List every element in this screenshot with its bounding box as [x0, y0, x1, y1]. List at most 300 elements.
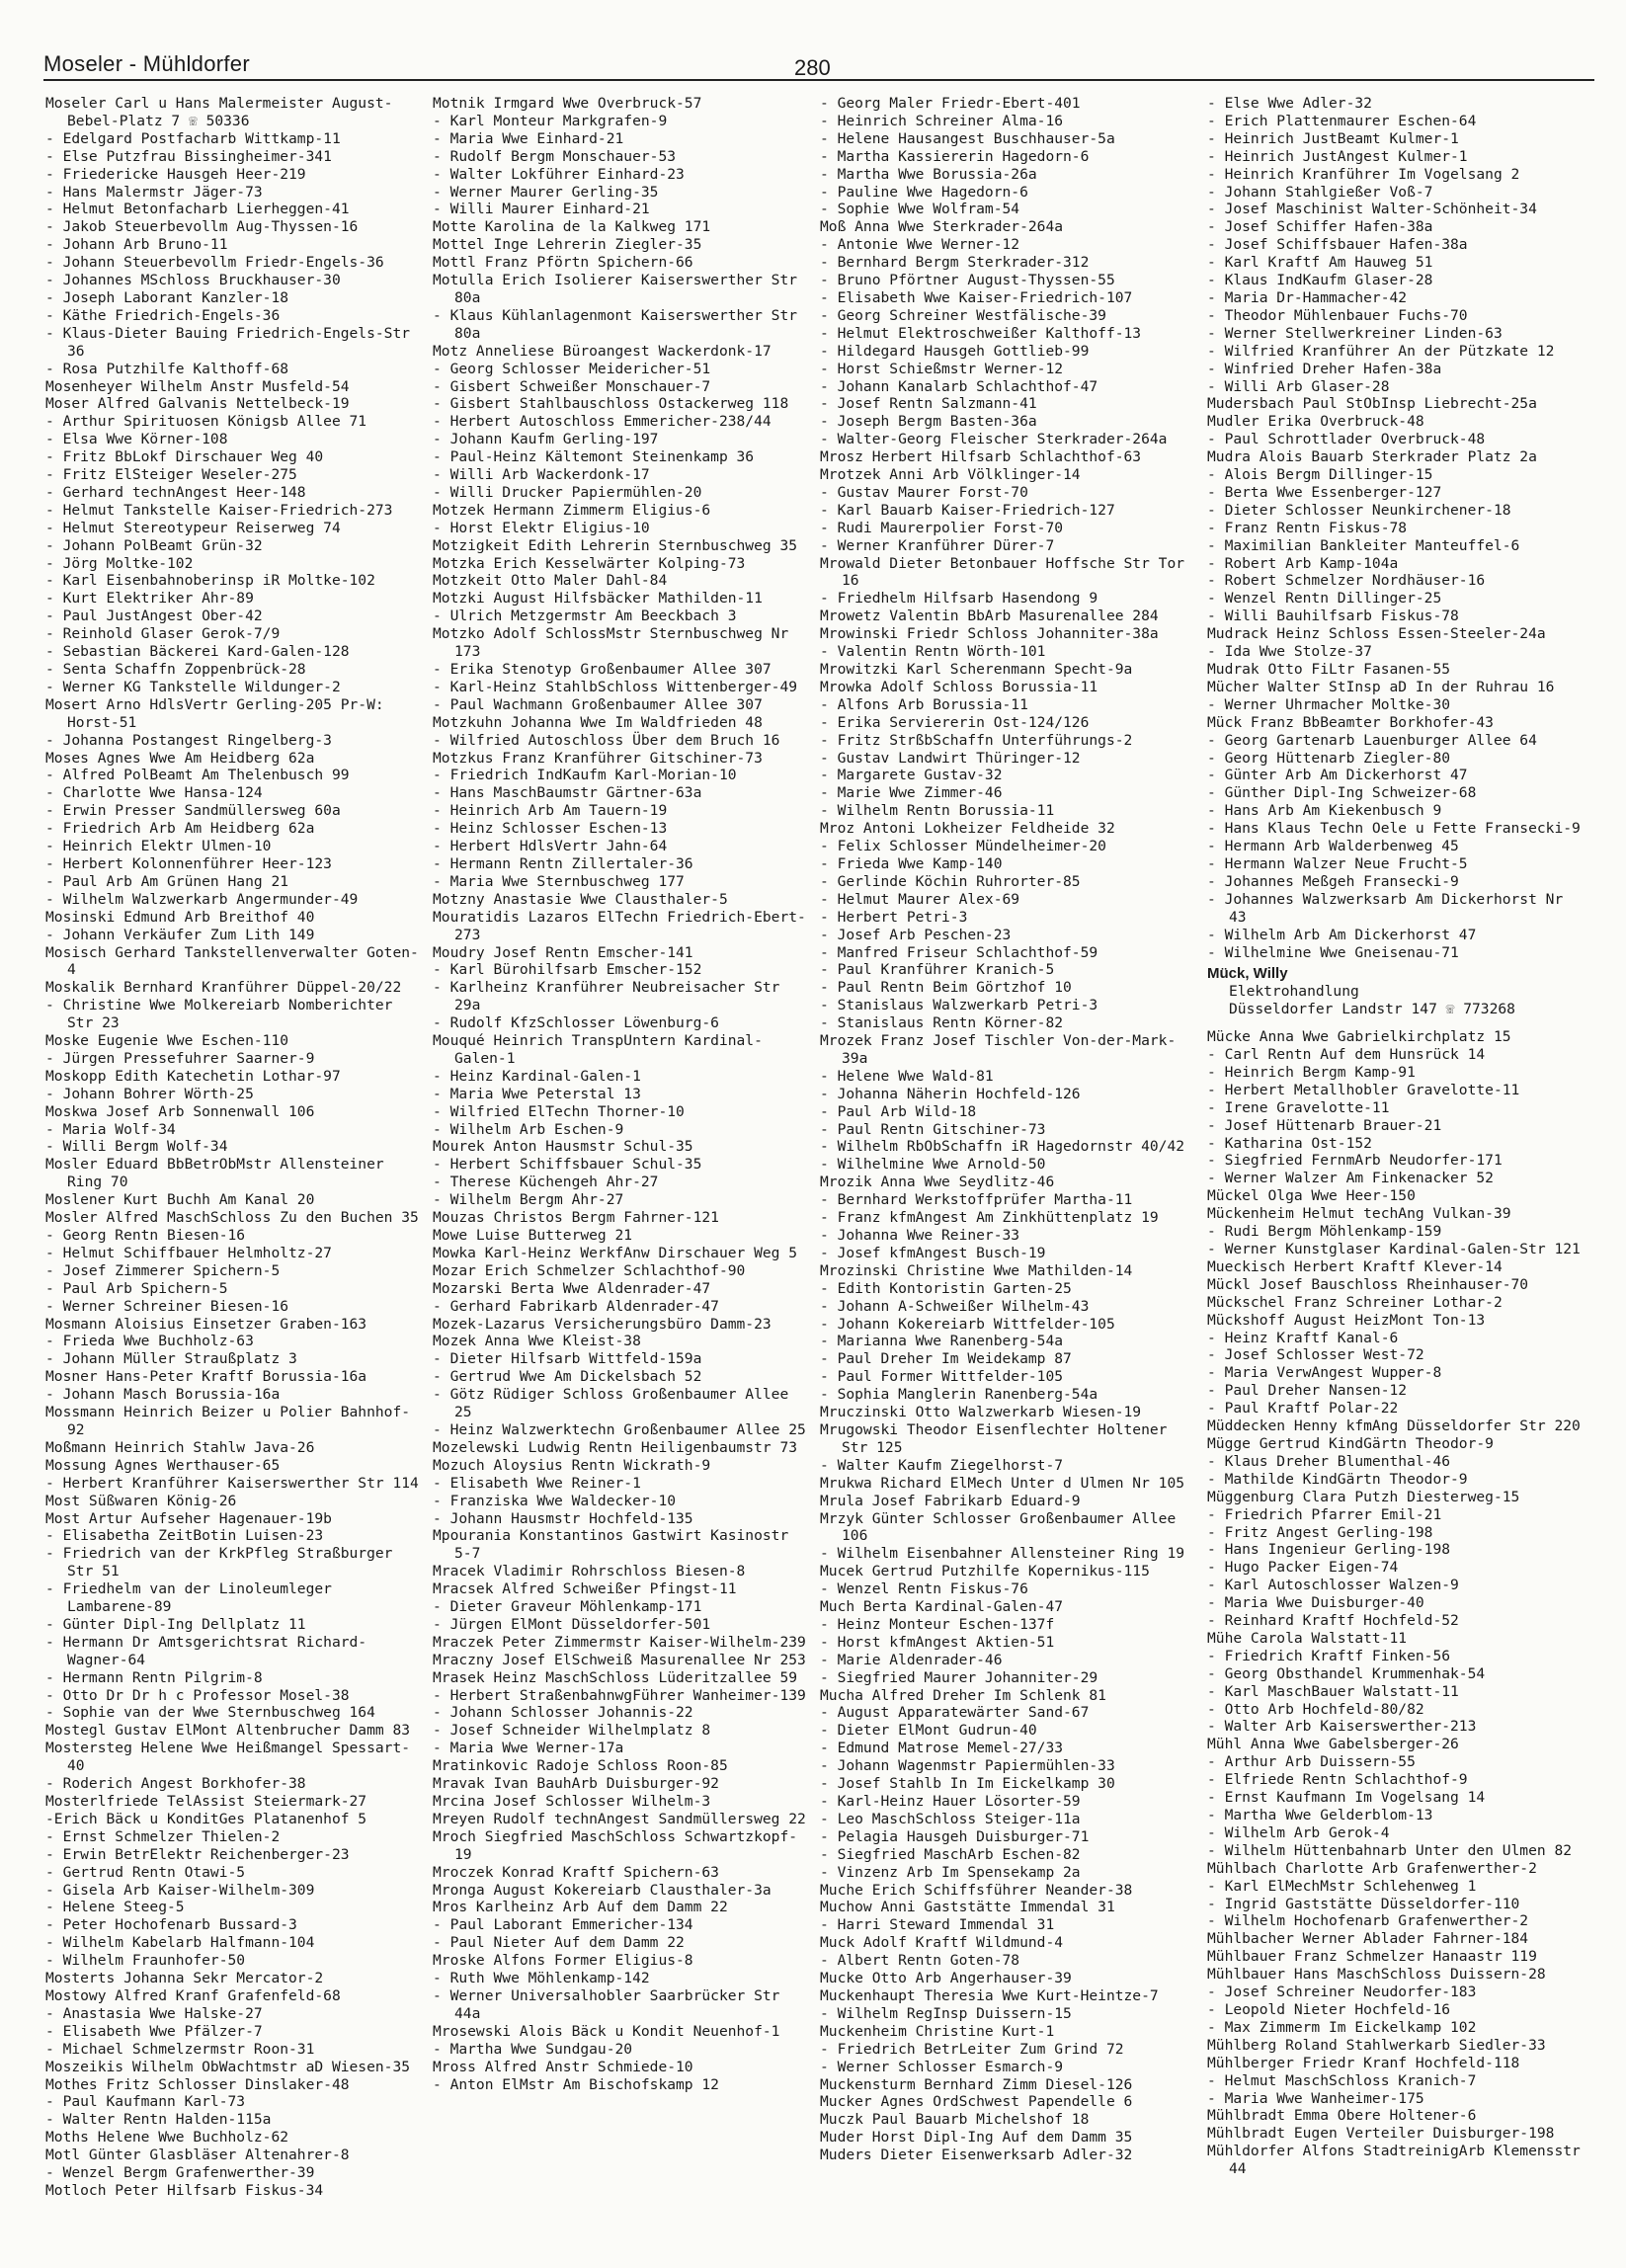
- directory-entry: - Wilhelmine Wwe Arnold-50: [820, 1156, 1046, 1174]
- directory-entry: - Karl MaschBauer Walstatt-11: [1207, 1682, 1459, 1700]
- directory-entry: - Roderich Angest Borkhofer-38: [45, 1775, 306, 1793]
- directory-entry: - Wilhelm Bergm Ahr-27: [433, 1191, 624, 1209]
- directory-entry: - Wenzel Rentn Fiskus-76: [820, 1580, 1028, 1598]
- directory-entry: - Fritz Angest Gerling-198: [1207, 1523, 1433, 1541]
- directory-entry: - Ulrich Metzgermstr Am Beeckbach 3: [433, 608, 737, 625]
- directory-entry: - Heinrich JustBeamt Kulmer-1: [1207, 129, 1459, 147]
- directory-entry: Mrosewski Alois Bäck u Kondit Neuenhof-1: [433, 2022, 780, 2040]
- directory-entry: - Friedrich Pfarrer Emil-21: [1207, 1505, 1442, 1523]
- directory-entry: - Christine Wwe Molkereiarb Nomberichter Str 23: [45, 997, 393, 1032]
- directory-entry: Moszeikis Wilhelm ObWachtmstr aD Wiesen-35: [45, 2058, 411, 2075]
- directory-entry: - Karl Bauarb Kaiser-Friedrich-127: [820, 501, 1115, 519]
- directory-entry: - Martha Wwe Sundgau-20: [433, 2040, 633, 2058]
- directory-entry: - Werner Uhrmacher Moltke-30: [1207, 695, 1451, 713]
- directory-entry: Mroczek Konrad Kraftf Spichern-63: [433, 1863, 719, 1881]
- directory-entry: - Johann Kokereiarb Wittfelder-105: [820, 1315, 1115, 1333]
- directory-entry: Motzigkeit Edith Lehrerin Sternbuschweg 35: [433, 536, 798, 554]
- directory-entry: Mratinkovic Radoje Schloss Roon-85: [433, 1757, 728, 1775]
- directory-entry: - Josef Stahlb In Im Eickelkamp 30: [820, 1775, 1115, 1793]
- directory-entry: - Werner Kunstglaser Kardinal-Galen-Str 121: [1207, 1241, 1581, 1257]
- directory-entry: Mross Alfred Anstr Schmiede-10: [433, 2058, 693, 2075]
- directory-entry: Mühlberg Roland Stahlwerkarb Siedler-33: [1207, 2036, 1546, 2054]
- directory-entry: - Helmut Stereotypeur Reiserweg 74: [45, 519, 341, 536]
- directory-entry: - Josef kfmAngest Busch-19: [820, 1244, 1046, 1261]
- directory-entry: Mucke Otto Arb Angerhauser-39: [820, 1970, 1072, 1987]
- directory-entry: - Stanislaus Rentn Körner-82: [820, 1014, 1064, 1032]
- directory-entry: - Erwin Presser Sandmüllersweg 60a: [45, 802, 341, 820]
- directory-entry: Muders Dieter Eisenwerksarb Adler-32: [820, 2146, 1133, 2164]
- directory-entry: Muche Erich Schiffsführer Neander-38: [820, 1881, 1133, 1899]
- directory-entry: Most Süßwaren König-26: [45, 1492, 237, 1509]
- directory-entry: - Erwin BetrElektr Reichenberger-23: [45, 1845, 350, 1863]
- directory-entry: Mracek Vladimir Rohrschloss Biesen-8: [433, 1563, 746, 1580]
- directory-entry: - Elfriede Rentn Schlachthof-9: [1207, 1771, 1468, 1789]
- directory-entry: Mroske Alfons Former Eligius-8: [433, 1952, 693, 1970]
- directory-entry: Mosenheyer Wilhelm Anstr Musfeld-54: [45, 377, 350, 395]
- directory-entry: - Otto Dr Dr h c Professor Mosel-38: [45, 1686, 350, 1704]
- directory-entry: Mosisch Gerhard Tankstellenverwalter Goten-4: [45, 943, 419, 979]
- directory-entry: Mücke Anna Wwe Gabrielkirchplatz 15: [1207, 1028, 1511, 1046]
- directory-entry: Mozek-Lazarus Versicherungsbüro Damm-23: [433, 1315, 772, 1333]
- directory-entry: - August Apparatewärter Sand-67: [820, 1704, 1090, 1722]
- directory-entry: - Johann Kaufm Gerling-197: [433, 431, 659, 448]
- directory-entry: - Werner Schreiner Biesen-16: [45, 1297, 289, 1315]
- directory-entry: Mraczny Josef ElSchweiß Masurenallee Nr 253: [433, 1651, 806, 1668]
- directory-entry: - Elisabeth Wwe Kaiser-Friedrich-107: [820, 288, 1133, 306]
- directory-entry: Müddecken Henny kfmAng Düsseldorfer Str 220: [1207, 1418, 1581, 1435]
- directory-entry: - Margarete Gustav-32: [820, 767, 1003, 784]
- directory-entry: Mosinski Edmund Arb Breithof 40: [45, 908, 315, 926]
- directory-entry: - Bernhard Werkstoffprüfer Martha-11: [820, 1191, 1133, 1209]
- directory-entry: Mrozek Franz Josef Tischler Von-der-Mark-39a: [820, 1032, 1177, 1067]
- directory-entry: Mroch Siegfried MaschSchloss Schwartzkopf-19: [433, 1827, 798, 1863]
- directory-entry: - Walter Arb Kaiserswerther-213: [1207, 1718, 1477, 1736]
- directory-entry: - Herbert Metallhobler Gravelotte-11: [1207, 1081, 1520, 1098]
- directory-entry: - Josef Maschinist Walter-Schönheit-34: [1207, 201, 1537, 218]
- directory-entry: Mühlbauer Franz Schmelzer Hanaastr 119: [1207, 1948, 1537, 1966]
- directory-entry: - Georg Obsthandel Krummenhak-54: [1207, 1664, 1486, 1682]
- directory-entry: - Herbert Schiffsbauer Schul-35: [433, 1156, 702, 1174]
- directory-entry: - Helmut Schiffbauer Helmholtz-27: [45, 1244, 332, 1261]
- directory-entry: Mosmann Aloisius Einsetzer Graben-163: [45, 1315, 367, 1333]
- directory-entry: - Hans Ingenieur Gerling-198: [1207, 1541, 1451, 1559]
- directory-entry: Moslener Kurt Buchh Am Kanal 20: [45, 1191, 315, 1209]
- directory-entry: - Wilhelm Eisenbahner Allensteiner Ring 19: [820, 1545, 1185, 1563]
- directory-entry: - Wilhelm RbObSchaffn iR Hagedornstr 40/42: [820, 1138, 1185, 1156]
- directory-entry: - Josef Arb Peschen-23: [820, 926, 1012, 943]
- directory-entry: - Walter-Georg Fleischer Sterkrader-264a: [820, 431, 1168, 448]
- directory-entry: Motnik Irmgard Wwe Overbruck-57: [433, 95, 702, 112]
- directory-entry: Motte Karolina de la Kalkweg 171: [433, 218, 711, 236]
- directory-entry: Mottl Franz Pförtn Spichern-66: [433, 254, 693, 272]
- directory-entry: - Jürgen Pressefuhrer Saarner-9: [45, 1049, 315, 1067]
- directory-entry: - Horst kfmAngest Aktien-51: [820, 1633, 1055, 1651]
- directory-entry: - Wilfried Kranführer An der Pützkate 12: [1207, 342, 1555, 360]
- directory-entry: Mudrak Otto FiLtr Fasanen-55: [1207, 661, 1451, 678]
- directory-entry: - Manfred Friseur Schlachthof-59: [820, 943, 1098, 961]
- directory-entry: - Paul Kraftf Polar-22: [1207, 1400, 1399, 1418]
- directory-entry: Mostowy Alfred Kranf Grafenfeld-68: [45, 1986, 341, 2004]
- directory-entry: - Else Wwe Adler-32: [1207, 95, 1372, 112]
- directory-entry: - Karl Autoschlosser Walzen-9: [1207, 1577, 1459, 1594]
- directory-entry: - Josef Zimmerer Spichern-5: [45, 1261, 281, 1279]
- directory-entry: - Erich Plattenmaurer Eschen-64: [1207, 112, 1477, 129]
- directory-entry: Mozek Anna Wwe Kleist-38: [433, 1333, 641, 1350]
- directory-entry: - Heinz Kraftf Kanal-6: [1207, 1329, 1399, 1346]
- directory-entry: - Johannes Walzwerksarb Am Dickerhorst Nr 43: [1207, 890, 1564, 926]
- directory-entry: Mosler Eduard BbBetrObMstr Allensteiner Ring 70: [45, 1156, 384, 1191]
- directory-entry: Mudler Erika Overbruck-48: [1207, 413, 1424, 431]
- directory-entry: - Erika Serviererin Ost-124/126: [820, 713, 1090, 731]
- directory-entry: - Käthe Friedrich-Engels-36: [45, 306, 281, 324]
- directory-entry: Mrowka Adolf Schloss Borussia-11: [820, 678, 1098, 695]
- directory-entry: - Rosa Putzhilfe Kalthoff-68: [45, 360, 289, 377]
- directory-entry: - Friedrich Kraftf Finken-56: [1207, 1647, 1451, 1664]
- directory-entry: - Josef Schneider Wilhelmplatz 8: [433, 1722, 711, 1740]
- directory-entry: Mühldorfer Alfons StadtreinigArb Klemensstr 44: [1207, 2143, 1581, 2178]
- directory-entry: - Hermann Rentn Zillertaler-36: [433, 854, 693, 872]
- directory-entry: - Paul Wachmann Großenbaumer Allee 307: [433, 695, 763, 713]
- directory-column-4: [1207, 95, 1594, 2248]
- directory-entry: Mouratidis Lazaros ElTechn Friedrich-Ebert-273: [433, 908, 806, 943]
- directory-entry: Moses Agnes Wwe Am Heidberg 62a: [45, 749, 315, 767]
- directory-entry: - Wilhelmine Wwe Gneisenau-71: [1207, 943, 1459, 961]
- directory-entry: Motzko Adolf SchlossMstr Sternbuschweg Nr 173: [433, 625, 789, 661]
- directory-entry: Mückshoff August HeizMont Ton-13: [1207, 1311, 1486, 1329]
- directory-entry: - Gerhard technAngest Heer-148: [45, 483, 306, 501]
- directory-entry: - Karlheinz Kranführer Neubreisacher Str 29a: [433, 979, 780, 1014]
- directory-entry: Mrcina Josef Schlosser Wilhelm-3: [433, 1793, 711, 1810]
- directory-entry: Mraczek Peter Zimmermstr Kaiser-Wilhelm-239: [433, 1633, 806, 1651]
- directory-entry: Mostersteg Helene Wwe Heißmangel Spessart-40: [45, 1740, 411, 1775]
- directory-entry: - Marianna Wwe Ranenberg-54a: [820, 1333, 1064, 1350]
- directory-entry: - Franz kfmAngest Am Zinkhüttenplatz 19: [820, 1209, 1159, 1227]
- directory-entry: - Helmut Betonfacharb Lierheggen-41: [45, 201, 350, 218]
- directory-entry: Mottel Inge Lehrerin Ziegler-35: [433, 236, 702, 254]
- directory-entry: - Franz Rentn Fiskus-78: [1207, 519, 1408, 536]
- directory-entry: Motz Anneliese Büroangest Wackerdonk-17: [433, 342, 772, 360]
- directory-entry: - Maria Dr-Hammacher-42: [1207, 288, 1408, 306]
- directory-entry: - Heinz Schlosser Eschen-13: [433, 820, 668, 838]
- directory-entry: - Sophia Manglerin Ranenberg-54a: [820, 1386, 1098, 1404]
- directory-entry: Mowka Karl-Heinz WerkfAnw Dirschauer Weg 5: [433, 1244, 798, 1261]
- directory-entry: Moskopp Edith Katechetin Lothar-97: [45, 1067, 341, 1085]
- directory-entry: Motzki August Hilfsbäcker Mathilden-11: [433, 590, 763, 608]
- directory-entry: - Paul Former Wittfelder-105: [820, 1368, 1064, 1386]
- directory-entry: - Johann Bohrer Wörth-25: [45, 1085, 254, 1102]
- directory-entry: - Herbert Kolonnenführer Heer-123: [45, 854, 332, 872]
- directory-entry: - Paul JustAngest Ober-42: [45, 608, 263, 625]
- directory-entry: - Wenzel Rentn Dillinger-25: [1207, 590, 1442, 608]
- directory-entry: - Klaus-Dieter Bauing Friedrich-Engels-Str 36: [45, 324, 411, 360]
- directory-entry: - Dieter Schlosser Neunkirchener-18: [1207, 501, 1511, 519]
- directory-entry: - Paul Schrottlader Overbruck-48: [1207, 431, 1486, 448]
- directory-entry: - Hans Malermstr Jäger-73: [45, 183, 263, 201]
- directory-entry: - Walter Lokführer Einhard-23: [433, 165, 685, 183]
- directory-entry: - Mathilde KindGärtn Theodor-9: [1207, 1470, 1468, 1488]
- directory-entry: - Robert Schmelzer Nordhäuser-16: [1207, 572, 1486, 590]
- directory-entry: - Johannes MSchloss Bruckhauser-30: [45, 272, 341, 289]
- directory-entry: Mückschel Franz Schreiner Lothar-2: [1207, 1293, 1503, 1311]
- directory-entry: - Alfons Arb Borussia-11: [820, 695, 1028, 713]
- directory-entry: - Arthur Spirituosen Königsb Allee 71: [45, 413, 367, 431]
- directory-entry: - Reinhold Glaser Gerok-7/9: [45, 625, 281, 643]
- directory-entry: - Willi Maurer Einhard-21: [433, 201, 650, 218]
- directory-entry: Mroz Antoni Lokheizer Feldheide 32: [820, 820, 1115, 838]
- directory-entry: - Horst Schießmstr Werner-12: [820, 360, 1064, 377]
- directory-entry: - Wilhelm Hüttenbahnarb Unter den Ulmen 82: [1207, 1841, 1573, 1859]
- directory-entry: Mückenheim Helmut techAng Vulkan-39: [1207, 1205, 1511, 1223]
- directory-entry: - Paul Arb Am Grünen Hang 21: [45, 872, 289, 890]
- directory-entry: - Gertrud Wwe Am Dickelsbach 52: [433, 1368, 702, 1386]
- directory-entry: - Maria VerwAngest Wupper-8: [1207, 1364, 1442, 1382]
- directory-entry: - Maria Wwe Sternbuschweg 177: [433, 872, 685, 890]
- directory-entry: Mudrack Heinz Schloss Essen-Steeler-24a: [1207, 625, 1546, 643]
- directory-entry: - Willi Arb Wackerdonk-17: [433, 466, 650, 484]
- directory-entry: - Paul Rentn Beim Görtzhof 10: [820, 979, 1072, 997]
- directory-entry: - Johann Masch Borussia-16a: [45, 1386, 281, 1404]
- directory-entry: - Elisabeth Wwe Reiner-1: [433, 1474, 641, 1492]
- directory-entry: - Gerhard Fabrikarb Aldenrader-47: [433, 1297, 719, 1315]
- directory-entry: Mrugowski Theodor Eisenflechter Holtener Str 125: [820, 1420, 1168, 1456]
- directory-entry: - Harri Steward Immendal 31: [820, 1916, 1055, 1934]
- business-detail: Düsseldorfer Landstr 147 ☏ 773268: [1229, 1001, 1515, 1018]
- directory-entry: - Elsa Wwe Körner-108: [45, 431, 228, 448]
- directory-entry: - Marie Aldenrader-46: [820, 1651, 1003, 1668]
- directory-columns: [45, 95, 1596, 2248]
- directory-entry: Müggenburg Clara Putzh Diesterweg-15: [1207, 1488, 1520, 1505]
- directory-entry: - Heinrich JustAngest Kulmer-1: [1207, 147, 1468, 165]
- directory-entry: - Johann Arb Bruno-11: [45, 236, 228, 254]
- directory-entry: - Ruth Wwe Möhlenkamp-142: [433, 1970, 650, 1987]
- directory-entry: Mowe Luise Butterweg 21: [433, 1227, 633, 1244]
- directory-entry: - Hans MaschBaumstr Gärtner-63a: [433, 784, 702, 802]
- directory-entry: - Paul Kranführer Kranich-5: [820, 961, 1055, 979]
- directory-entry: - Josef Rentn Salzmann-41: [820, 395, 1037, 413]
- directory-entry: - Paul-Heinz Kältemont Steinenkamp 36: [433, 448, 755, 466]
- directory-entry: - Dieter Graveur Möhlenkamp-171: [433, 1598, 702, 1616]
- directory-entry: - Karl-Heinz Hauer Lösorter-59: [820, 1793, 1081, 1810]
- directory-entry: - Johann Schlosser Johannis-22: [433, 1704, 693, 1722]
- directory-entry: Muckenheim Christine Kurt-1: [820, 2022, 1055, 2040]
- directory-entry: - Johanna Näherin Hochfeld-126: [820, 1085, 1081, 1102]
- directory-entry: - Helmut Maurer Alex-69: [820, 890, 1020, 908]
- directory-entry: Mossung Agnes Werthauser-65: [45, 1456, 281, 1474]
- directory-entry: - Joseph Bergm Basten-36a: [820, 413, 1037, 431]
- directory-column-3: [820, 95, 1207, 2248]
- directory-entry: Mreyen Rudolf technAngest Sandmüllersweg 22: [433, 1810, 806, 1827]
- directory-entry: Mpourania Konstantinos Gastwirt Kasinostr 5-7: [433, 1527, 789, 1563]
- directory-entry: - Dieter ElMont Gudrun-40: [820, 1722, 1037, 1740]
- directory-entry: Mothes Fritz Schlosser Dinslaker-48: [45, 2075, 350, 2093]
- directory-entry: - Johanna Postangest Ringelberg-3: [45, 731, 332, 749]
- directory-entry: - Karl ElMechMstr Schlehenweg 1: [1207, 1877, 1477, 1895]
- directory-entry: Most Artur Aufseher Hagenauer-19b: [45, 1509, 332, 1527]
- directory-entry: - Willi Arb Glaser-28: [1207, 377, 1390, 395]
- directory-entry: - Horst Elektr Eligius-10: [433, 519, 650, 536]
- directory-entry: Mostegl Gustav ElMont Altenbrucher Damm 83: [45, 1722, 411, 1740]
- directory-entry: - Wilfried ElTechn Thorner-10: [433, 1102, 685, 1120]
- directory-entry: - Johann Wagenmstr Papiermühlen-33: [820, 1757, 1115, 1775]
- directory-entry: - Martha Wwe Borussia-26a: [820, 165, 1037, 183]
- directory-entry: - Götz Rüdiger Schloss Großenbaumer Allee 25: [433, 1386, 789, 1421]
- directory-entry: Mozar Erich Schmelzer Schlachthof-90: [433, 1261, 746, 1279]
- directory-entry: - Sebastian Bäckerei Kard-Galen-128: [45, 643, 350, 661]
- directory-entry: Mrozinski Christine Wwe Mathilden-14: [820, 1261, 1133, 1279]
- directory-entry: - Karl Eisenbahnoberinsp iR Moltke-102: [45, 572, 375, 590]
- directory-entry: - Gustav Landwirt Thüringer-12: [820, 749, 1081, 767]
- directory-entry: - Leopold Nieter Hochfeld-16: [1207, 2000, 1451, 2018]
- directory-entry: - Fritz ElSteiger Weseler-275: [45, 466, 297, 484]
- directory-entry: - Walter Kaufm Ziegelhorst-7: [820, 1456, 1064, 1474]
- directory-entry: - Siegfried MaschArb Eschen-82: [820, 1845, 1081, 1863]
- directory-entry: - Günter Arb Am Dickerhorst 47: [1207, 767, 1468, 784]
- directory-entry: - Anton ElMstr Am Bischofskamp 12: [433, 2075, 719, 2093]
- directory-entry: - Heinrich Bergm Kamp-91: [1207, 1063, 1416, 1081]
- directory-entry: - Wilhelm Arb Am Dickerhorst 47: [1207, 926, 1477, 943]
- directory-entry: - Joseph Laborant Kanzler-18: [45, 288, 289, 306]
- directory-entry: Mücher Walter StInsp aD In der Ruhrau 16: [1207, 678, 1555, 695]
- directory-entry: - Kurt Elektriker Ahr-89: [45, 590, 254, 608]
- directory-entry: - Maria Wwe Peterstal 13: [433, 1085, 641, 1102]
- directory-entry: Mrozik Anna Wwe Seydlitz-46: [820, 1174, 1055, 1191]
- directory-entry: - Walter Rentn Halden-115a: [45, 2111, 272, 2129]
- directory-entry: Moskwa Josef Arb Sonnenwall 106: [45, 1102, 315, 1120]
- directory-entry: Mrosz Herbert Hilfsarb Schlachthof-63: [820, 448, 1142, 466]
- directory-entry: - Herbert StraßenbahnwgFührer Wanheimer-139: [433, 1686, 806, 1704]
- directory-entry: - Heinz Monteur Eschen-137f: [820, 1615, 1055, 1633]
- directory-entry: - Fritz BbLokf Dirschauer Weg 40: [45, 448, 324, 466]
- directory-entry: - Wilhelm RegInsp Duissern-15: [820, 2004, 1072, 2022]
- directory-entry: Motzka Erich Kesselwärter Kolping-73: [433, 554, 746, 572]
- directory-entry: - Johanna Wwe Reiner-33: [820, 1227, 1020, 1244]
- directory-entry: - Willi Bauhilfsarb Fiskus-78: [1207, 608, 1459, 625]
- directory-entry: - Helmut Elektroschweißer Kalthoff-13: [820, 324, 1142, 342]
- directory-entry: - Felix Schlosser Mündelheimer-20: [820, 838, 1106, 855]
- directory-entry: - Siegfried Maurer Johanniter-29: [820, 1668, 1098, 1686]
- directory-entry: - Otto Arb Hochfeld-80/82: [1207, 1700, 1424, 1718]
- directory-entry: - Willi Drucker Papiermühlen-20: [433, 483, 702, 501]
- directory-entry: Moths Helene Wwe Buchholz-62: [45, 2129, 289, 2146]
- directory-entry: - Gustav Maurer Forst-70: [820, 483, 1028, 501]
- directory-entry: - Josef Schreiner Neudorfer-183: [1207, 1984, 1477, 2001]
- directory-entry: - Klaus Dreher Blumenthal-46: [1207, 1452, 1451, 1470]
- directory-entry: - Alois Bergm Dillinger-15: [1207, 466, 1433, 484]
- directory-entry: - Pauline Wwe Hagedorn-6: [820, 183, 1028, 201]
- directory-entry: - Frieda Wwe Kamp-140: [820, 854, 1003, 872]
- directory-entry: - Paul Arb Wild-18: [820, 1102, 977, 1120]
- directory-entry: Mrowinski Friedr Schloss Johanniter-38a: [820, 625, 1159, 643]
- directory-entry: - Martha Kassiererin Hagedorn-6: [820, 147, 1090, 165]
- directory-entry: Mruczinski Otto Walzwerkarb Wiesen-19: [820, 1404, 1142, 1421]
- directory-entry: Mucker Agnes OrdSchwest Papendelle 6: [820, 2093, 1133, 2111]
- directory-entry: - Antonie Wwe Werner-12: [820, 236, 1020, 254]
- directory-entry: - Georg Rentn Biesen-16: [45, 1227, 246, 1244]
- directory-entry: - Frieda Wwe Buchholz-63: [45, 1333, 254, 1350]
- directory-entry: Moske Eugenie Wwe Eschen-110: [45, 1032, 289, 1050]
- directory-entry: Mucek Gertrud Putzhilfe Kopernikus-115: [820, 1563, 1150, 1580]
- directory-entry: - Ingrid Gaststätte Düsseldorfer-110: [1207, 1895, 1520, 1912]
- directory-entry: Mracsek Alfred Schweißer Pfingst-11: [433, 1580, 737, 1598]
- directory-entry: - Robert Arb Kamp-104a: [1207, 554, 1399, 572]
- directory-entry: - Josef Schiffer Hafen-38a: [1207, 218, 1433, 236]
- business-name: Mück, Willy: [1207, 965, 1288, 983]
- directory-entry: Mrasek Heinz MaschSchloss Lüderitzallee 59: [433, 1668, 798, 1686]
- directory-entry: - Paul Nieter Auf dem Damm 22: [433, 1934, 685, 1952]
- directory-entry: - Friedrich BetrLeiter Zum Grind 72: [820, 2040, 1124, 2058]
- directory-entry: Mühlbacher Werner Ablader Fahrner-184: [1207, 1930, 1529, 1948]
- directory-entry: - Friedericke Hausgeh Heer-219: [45, 165, 306, 183]
- directory-entry: Muckenhaupt Theresia Wwe Kurt-Heintze-7: [820, 1986, 1159, 2004]
- directory-entry: - Günter Dipl-Ing Dellplatz 11: [45, 1615, 306, 1633]
- directory-column-1: [45, 95, 433, 2248]
- directory-entry: - Paul Rentn Gitschiner-73: [820, 1120, 1046, 1138]
- directory-entry: - Maria Wolf-34: [45, 1120, 176, 1138]
- directory-entry: - Michael Schmelzermstr Roon-31: [45, 2040, 315, 2058]
- directory-entry: - Helene Steeg-5: [45, 1899, 185, 1916]
- directory-entry: - Theodor Mühlenbauer Fuchs-70: [1207, 306, 1468, 324]
- directory-entry: - Karl Bürohilfsarb Emscher-152: [433, 961, 702, 979]
- directory-entry: - Heinrich Kranführer Im Vogelsang 2: [1207, 165, 1520, 183]
- directory-entry: - Paul Arb Spichern-5: [45, 1279, 228, 1297]
- directory-entry: - Friedrich van der KrkPfleg Straßburger Str 51: [45, 1545, 393, 1580]
- directory-entry: - Winfried Dreher Hafen-38a: [1207, 360, 1442, 377]
- directory-entry: - Herbert Petri-3: [820, 908, 968, 926]
- directory-entry: - Rudi Maurerpolier Forst-70: [820, 519, 1064, 536]
- directory-entry: - Senta Schaffn Zoppenbrück-28: [45, 661, 306, 678]
- directory-entry: - Johann Steuerbevollm Friedr-Engels-36: [45, 254, 384, 272]
- directory-entry: - Georg Maler Friedr-Ebert-401: [820, 95, 1081, 112]
- directory-entry: - Arthur Arb Duissern-55: [1207, 1753, 1416, 1771]
- directory-entry: Mozarski Berta Wwe Aldenrader-47: [433, 1279, 711, 1297]
- directory-entry: - Gisbert Stahlbauschloss Ostackerweg 118: [433, 395, 789, 413]
- directory-entry: - Herbert HdlsVertr Jahn-64: [433, 838, 668, 855]
- directory-entry: Motl Günter Glasbläser Altenahrer-8: [45, 2146, 350, 2164]
- directory-entry: - Werner Schlosser Esmarch-9: [820, 2058, 1064, 2075]
- directory-entry: Mrotzek Anni Arb Völklinger-14: [820, 466, 1081, 484]
- directory-entry: - Jörg Moltke-102: [45, 554, 194, 572]
- page-header: [43, 47, 1594, 79]
- block-spacer: [1207, 1018, 1583, 1028]
- directory-entry: - Johannes Meßgeh Fransecki-9: [1207, 872, 1459, 890]
- directory-entry: Mozelewski Ludwig Rentn Heiligenbaumstr 73: [433, 1438, 798, 1456]
- directory-entry: Mosterts Johanna Sekr Mercator-2: [45, 1970, 324, 1987]
- directory-entry: Moß Anna Wwe Sterkrader-264a: [820, 218, 1064, 236]
- directory-entry: - Johann Verkäufer Zum Lith 149: [45, 926, 315, 943]
- directory-entry: - Edmund Matrose Memel-27/33: [820, 1740, 1064, 1757]
- directory-entry: Motzkus Franz Kranführer Gitschiner-73: [433, 749, 763, 767]
- directory-entry: Mück Franz BbBeamter Borkhofer-43: [1207, 713, 1494, 731]
- directory-entry: - Bernhard Bergm Sterkrader-312: [820, 254, 1090, 272]
- directory-entry: - Wenzel Bergm Grafenwerther-39: [45, 2164, 315, 2182]
- directory-entry: - Georg Schlosser Meidericher-51: [433, 360, 711, 377]
- directory-entry: - Johann Hausmstr Hochfeld-135: [433, 1509, 693, 1527]
- header-rule: [43, 79, 1594, 81]
- directory-entry: - Edelgard Postfacharb Wittkamp-11: [45, 129, 341, 147]
- directory-entry: Mückel Olga Wwe Heer-150: [1207, 1187, 1416, 1205]
- directory-entry: Moser Alfred Galvanis Nettelbeck-19: [45, 395, 350, 413]
- directory-entry: - Albert Rentn Goten-78: [820, 1952, 1020, 1970]
- directory-entry: - Anastasia Wwe Halske-27: [45, 2004, 263, 2022]
- directory-entry: - Maria Wwe Einhard-21: [433, 129, 624, 147]
- directory-entry: Mudersbach Paul StObInsp Liebrecht-25a: [1207, 395, 1537, 413]
- directory-entry: - Wilhelm Kabelarb Halfmann-104: [45, 1934, 315, 1952]
- directory-entry: - Herbert Kranführer Kaiserswerther Str 114: [45, 1474, 419, 1492]
- directory-entry: - Wilhelm Walzwerkarb Angermunder-49: [45, 890, 359, 908]
- directory-entry: - Franziska Wwe Waldecker-10: [433, 1492, 677, 1509]
- directory-entry: - Georg Schreiner Westfälische-39: [820, 306, 1106, 324]
- directory-entry: -Erich Bäck u KonditGes Platanenhof 5: [45, 1810, 367, 1827]
